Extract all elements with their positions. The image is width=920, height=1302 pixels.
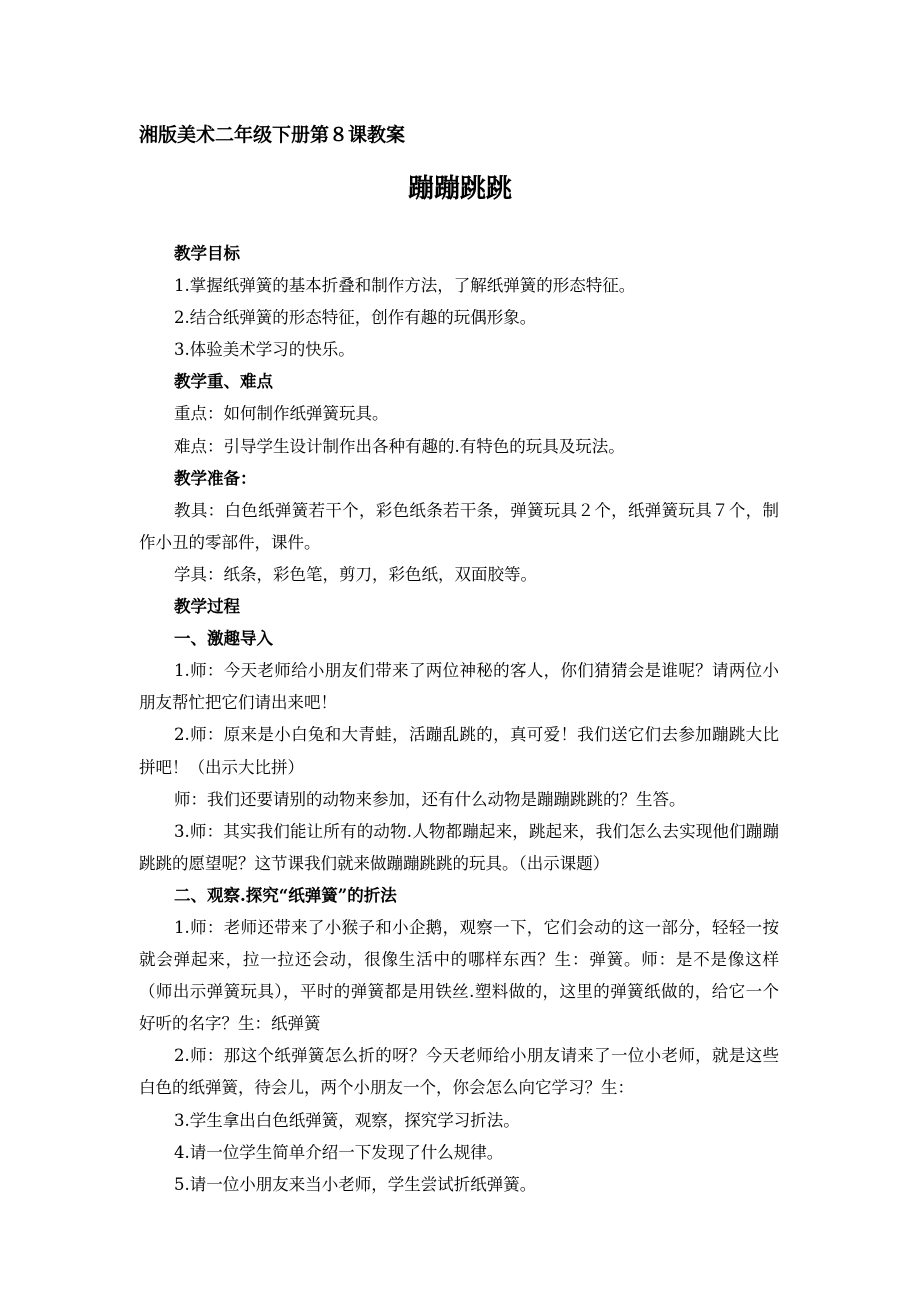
paragraph: 1.掌握纸弹簧的基本折叠和制作方法，了解纸弹簧的形态特征。 xyxy=(174,276,636,296)
paragraph: 重点：如何制作纸弹簧玩具。 xyxy=(174,404,389,424)
paragraph: 2.结合纸弹簧的形态特征，创作有趣的玩偶形象。 xyxy=(174,308,537,328)
paragraph: 3.体验美术学习的快乐。 xyxy=(174,340,355,360)
key-points-heading: 教学重、难点 xyxy=(174,372,273,392)
paragraph: 师：我们还要请别的动物来参加，还有什么动物是蹦蹦跳跳的？生答。 xyxy=(174,789,686,809)
paragraph: 4.请一位学生简单介绍一下发现了什么规律。 xyxy=(174,1142,504,1162)
paragraph: 3.师：其实我们能让所有的动物.人物都蹦起来，跳起来，我们怎么去实现他们蹦蹦跳跳的愿望呢？这节课我们就来做蹦蹦跳跳的玩具。（出示课题） xyxy=(139,821,779,873)
preparation-heading: 教学准备： xyxy=(174,468,257,488)
part1-heading: 一、激趣导入 xyxy=(174,629,273,649)
document-body xyxy=(139,238,779,1201)
header-title: 湘版美术二年级下册第８课教案 xyxy=(139,124,406,146)
process-heading: 教学过程 xyxy=(174,597,240,617)
paragraph: 2.师：原来是小白兔和大青蛙，活蹦乱跳的，真可爱！我们送它们去参加蹦跳大比拼吧！（出示大比拼） xyxy=(139,725,779,777)
paragraph: 3.学生拿出白色纸弹簧，观察，探究学习折法。 xyxy=(174,1110,520,1130)
part2-heading: 二、观察.探究“纸弹簧”的折法 xyxy=(174,885,397,905)
paragraph: 1.师：今天老师给小朋友们带来了两位神秘的客人，你们猜猜会是谁呢？请两位小朋友帮忙把它们请出来吧！ xyxy=(139,661,779,713)
paragraph: 教具：白色纸弹簧若干个，彩色纸条若干条，弹簧玩具２个，纸弹簧玩具７个，制作小丑的零部件，课件。 xyxy=(139,500,779,552)
paragraph: 2.师：那这个纸弹簧怎么折的呀？今天老师给小朋友请来了一位小老师，就是这些白色的纸弹簧，待会儿，两个小朋友一个，你会怎么向它学习？生： xyxy=(139,1046,779,1098)
paragraph: 难点：引导学生设计制作出各种有趣的.有特色的玩具及玩法。 xyxy=(174,436,625,456)
objectives-heading: 教学目标 xyxy=(174,244,240,263)
page-title: 蹦蹦跳跳 xyxy=(407,174,512,204)
paragraph: 5.请一位小朋友来当小老师，学生尝试折纸弹簧。 xyxy=(174,1174,537,1194)
paragraph: 1.师：老师还带来了小猴子和小企鹅，观察一下，它们会动的这一部分，轻轻一按就会弹起来，拉一拉还会动，很像生活中的哪样东西？生：弹簧。师：是不是像这样（师出示弹簧玩具），平时的弹簧都是用铁丝.塑料做的，这里的弹簧纸做的，给它一个好听的名字？生：纸弹簧 xyxy=(139,917,779,1034)
paragraph: 学具：纸条，彩色笔，剪刀，彩色纸，双面胶等。 xyxy=(174,564,537,584)
